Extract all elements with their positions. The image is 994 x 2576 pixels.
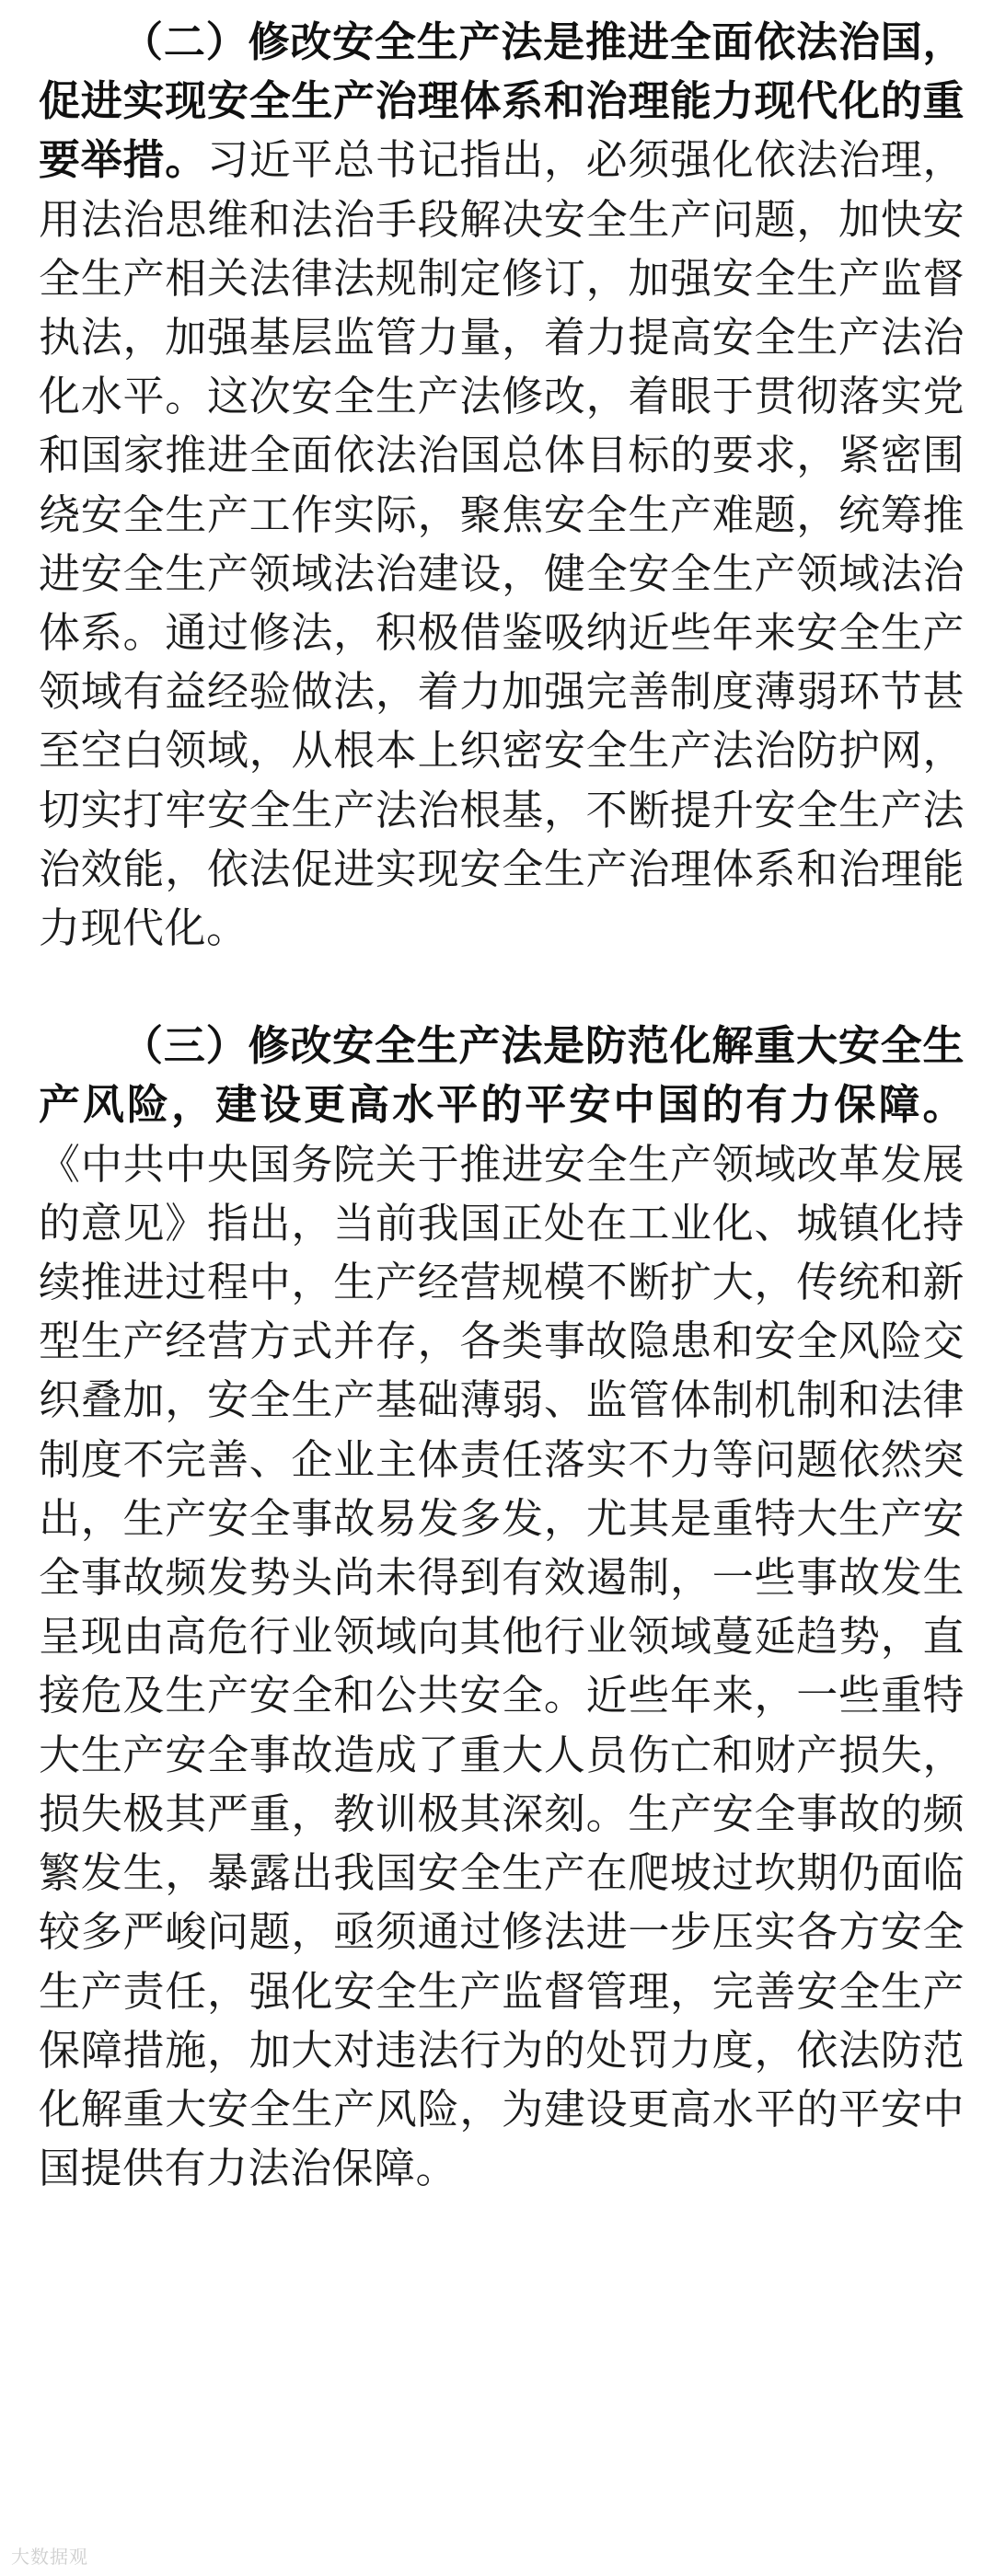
paragraph-3-heading: （三）修改安全生产法是防范化解重大安全生产风险，建设更高水平的平安中国的有力保障。 xyxy=(39,1021,965,1130)
article-body xyxy=(39,13,965,2198)
paragraph-2-heading: （二）修改安全生产法是推进全面依法治国，促进实现安全生产治理体系和治理能力现代化的重要举措。 xyxy=(39,17,965,185)
paragraph-2-text: 习近平总书记指出，必须强化依法治理，用法治思维和法治手段解决安全生产问题，加快安全生产相关法律法规制定修订，加强安全生产监督执法，加强基层监管力量，着力提高安全生产法治化水平。这次安全生产法修改，着眼于贯彻落实党和国家推进全面依法治国总体目标的要求，紧密围绕安全生产工作实际，聚焦安全生产难题，统筹推进安全生产领域法治建设，健全安全生产领域法治体系。通过修法，积极借鉴吸纳近些年来安全生产领域有益经验做法，着力加强完善制度薄弱环节甚至空白领域，从根本上织密安全生产法治防护网，切实打牢安全生产法治根基，不断提升安全生产法治效能，依法促进实现安全生产治理体系和治理能力现代化。 xyxy=(39,135,965,953)
watermark-text: 大数据观 xyxy=(11,2546,88,2568)
paragraph-3-text: 《中共中央国务院关于推进安全生产领域改革发展的意见》指出，当前我国正处在工业化、城镇化持续推进过程中，生产经营规模不断扩大，传统和新型生产经营方式并存，各类事故隐患和安全风险交织叠加，安全生产基础薄弱、监管体制机制和法律制度不完善、企业主体责任落实不力等问题依然突出，生产安全事故易发多发，尤其是重特大生产安全事故频发势头尚未得到有效遏制，一些事故发生呈现由高危行业领域向其他行业领域蔓延趋势，直接危及生产安全和公共安全。近些年来，一些重特大生产安全事故造成了重大人员伤亡和财产损失，损失极其严重，教训极其深刻。生产安全事故的频繁发生，暴露出我国安全生产在爬坡过坎期仍面临较多严峻问题，亟须通过修法进一步压实各方安全生产责任，强化安全生产监督管理，完善安全生产保障措施，加大对违法行为的处罚力度，依法防范化解重大安全生产风险，为建设更高水平的平安中国提供有力法治保障。 xyxy=(39,1139,965,2193)
paragraph-3 xyxy=(39,1017,965,2198)
source-watermark xyxy=(11,2542,88,2569)
paragraph-2 xyxy=(39,13,965,958)
